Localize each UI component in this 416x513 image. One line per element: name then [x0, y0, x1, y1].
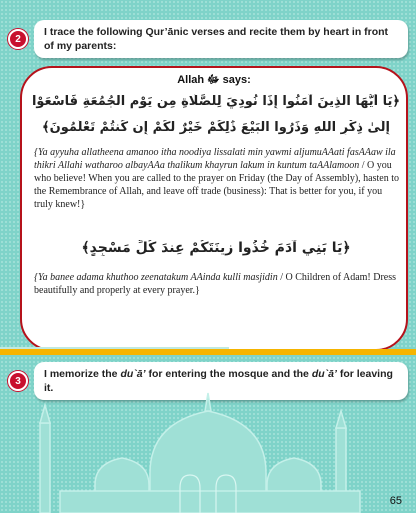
- verse1-arabic-line1: ﴿يَا أَيُّهَا الَّذِينَ آمَنُوا إِذَا نُودِيَ لِلصَّلَاةِ مِن يَوْمِ الْجُمُعَةِ فَاسْعَوْا: [31, 94, 401, 109]
- section-divider: [0, 349, 416, 355]
- task-instruction: [34, 20, 408, 58]
- verse1-translation: / O you who believe! When you are called to the prayer on Friday (the Day of Assembly), hasten to the Remembrance of Allah, and leave off trade (business): That is better for you, if you truly knew!}: [34, 160, 399, 210]
- mosque-silhouette-illustration: [0, 363, 416, 513]
- verses-card: [20, 66, 408, 351]
- dua-term: du`ā’: [311, 367, 337, 380]
- verse1-arabic-line2: إِلَىٰ ذِكْرِ اللَّهِ وَذَرُوا الْبَيْعَ ذَٰلِكُمْ خَيْرٌ لَّكُمْ إِن كُنتُمْ تَعْلَمُونَ﴾: [42, 120, 390, 135]
- text-segment: I memorize the: [44, 367, 121, 380]
- verse1-transliteration: {Ya ayyuha allatheena amanoo itha noodiya lissalati min yawmi aljumuAAati fasAAaw ila thikri Allahi watharoo albayAAa thalikum khayrun lakum in kuntum taAAlamoon: [34, 147, 396, 171]
- verse1-text: [34, 146, 400, 211]
- text-segment: for entering the mosque and the: [145, 367, 312, 380]
- task-2: [8, 20, 408, 58]
- verse2-transliteration: {Ya banee adama khuthoo zeenatakum AAinda kulli masjidin: [34, 272, 278, 283]
- text-segment: for leaving it.: [44, 367, 393, 394]
- verse2-translation: / O Children of Adam! Dress beautifully and properly at every prayer.}: [34, 272, 397, 296]
- page-number: 65: [389, 495, 402, 507]
- task-number-badge: 3: [8, 371, 28, 391]
- task-number-badge: 2: [8, 29, 28, 49]
- card-title: Allah ﷻ says:: [177, 74, 251, 86]
- verse2-arabic: ﴿يَا بَنِي آدَمَ خُذُوا زِينَتَكُمْ عِندَ كُلِّ مَسْجِدٍ﴾: [81, 240, 351, 256]
- task-instruction-text: I trace the following Qur’ānic verses and recite them by heart in front of my parents:: [44, 25, 389, 52]
- verse2-text: [34, 271, 400, 297]
- dua-term: du`ā’: [120, 367, 146, 380]
